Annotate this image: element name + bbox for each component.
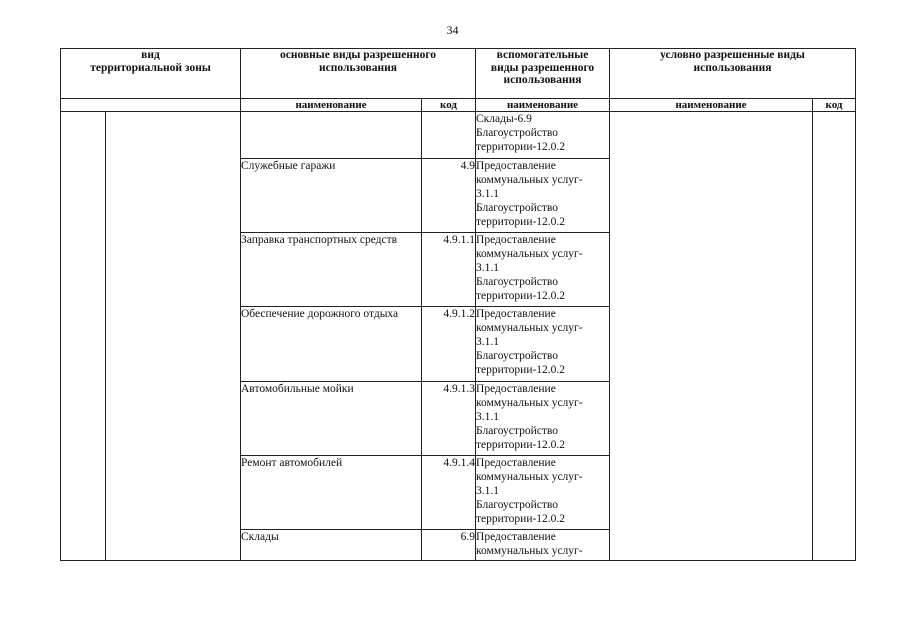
zone-type-cell	[106, 112, 241, 561]
aux-use-cell	[476, 382, 610, 456]
main-use-code: 4.9.1.1	[422, 233, 476, 307]
header-aux-uses-line-3: использования	[503, 74, 582, 86]
aux-use-line: территории-12.0.2	[476, 141, 566, 153]
aux-use-line: коммунальных услуг-	[476, 471, 583, 483]
aux-use-line: коммунальных услуг-	[476, 174, 583, 186]
aux-use-cell	[476, 307, 610, 382]
aux-use-cell	[476, 233, 610, 307]
aux-use-line: Благоустройство	[476, 127, 558, 139]
aux-use-line: Склады-6.9	[476, 113, 532, 125]
subheader-main-code: код	[422, 99, 476, 112]
subheader-conditional-name: наименование	[610, 99, 813, 112]
header-zone-type-line-1: вид	[141, 49, 160, 61]
main-use-name: Обеспечение дорожного отдыха	[241, 307, 422, 382]
aux-use-line: 3.1.1	[476, 336, 500, 348]
header-conditional-uses-line-2: использования	[693, 61, 772, 74]
subheader-aux-name: наименование	[476, 99, 610, 112]
aux-use-line: 3.1.1	[476, 411, 500, 423]
main-use-code	[422, 112, 476, 159]
main-use-name: Служебные гаражи	[241, 159, 422, 233]
header-aux-uses-line-1: вспомогательные	[496, 49, 589, 61]
aux-use-line: Предоставление	[476, 457, 556, 469]
main-use-code: 4.9.1.4	[422, 456, 476, 530]
aux-use-line: Предоставление	[476, 234, 556, 246]
header-main-uses	[241, 49, 476, 99]
land-use-table	[60, 48, 856, 561]
aux-use-line: 3.1.1	[476, 262, 500, 274]
main-use-code: 4.9.1.3	[422, 382, 476, 456]
header-main-uses-line-2: использования	[319, 61, 397, 74]
aux-use-line: Предоставление	[476, 160, 556, 172]
conditional-use-name-cell	[610, 112, 813, 561]
main-use-code: 4.9	[422, 159, 476, 233]
aux-use-line: Благоустройство	[476, 276, 558, 288]
subheader-main-name: наименование	[241, 99, 422, 112]
page-number: 34	[446, 23, 459, 37]
aux-use-line: коммунальных услуг-	[476, 397, 583, 409]
main-use-code: 6.9	[422, 530, 476, 561]
header-zone-type	[61, 49, 241, 99]
header-zone-type-line-2: территориальной зоны	[90, 61, 211, 74]
aux-use-line: Благоустройство	[476, 499, 558, 511]
main-use-code: 4.9.1.2	[422, 307, 476, 382]
aux-use-line: территории-12.0.2	[476, 513, 566, 525]
aux-use-line: Предоставление	[476, 531, 556, 543]
main-use-name: Склады	[241, 530, 422, 561]
zone-index-cell	[61, 112, 106, 561]
aux-use-line: коммунальных услуг-	[476, 545, 583, 557]
aux-use-line: территории-12.0.2	[476, 439, 566, 451]
subheader-conditional-code: код	[813, 99, 856, 112]
header-aux-uses	[476, 49, 610, 99]
aux-use-line: Благоустройство	[476, 202, 558, 214]
header-main-uses-line-1: основные виды разрешенного	[280, 49, 437, 61]
header-conditional-uses	[610, 49, 856, 99]
aux-use-line: Предоставление	[476, 383, 556, 395]
aux-use-line: территории-12.0.2	[476, 290, 566, 302]
subheader-empty	[61, 99, 241, 112]
aux-use-cell	[476, 112, 610, 159]
header-conditional-uses-line-1: условно разрешенные виды	[660, 49, 805, 61]
main-use-name: Заправка транспортных средств	[241, 233, 422, 307]
aux-use-cell	[476, 456, 610, 530]
conditional-use-code-cell	[813, 112, 856, 561]
aux-use-line: Предоставление	[476, 308, 556, 320]
aux-use-line: Благоустройство	[476, 350, 558, 362]
main-use-name: Ремонт автомобилей	[241, 456, 422, 530]
aux-use-line: Благоустройство	[476, 425, 558, 437]
main-use-name	[241, 112, 422, 159]
aux-use-line: территории-12.0.2	[476, 216, 566, 228]
aux-use-line: 3.1.1	[476, 188, 500, 200]
aux-use-cell	[476, 159, 610, 233]
aux-use-line: территории-12.0.2	[476, 364, 566, 376]
aux-use-line: 3.1.1	[476, 485, 500, 497]
aux-use-line: коммунальных услуг-	[476, 248, 583, 260]
aux-use-line: коммунальных услуг-	[476, 322, 583, 334]
header-aux-uses-line-2: виды разрешенного	[490, 61, 595, 74]
aux-use-cell	[476, 530, 610, 561]
main-use-name: Автомобильные мойки	[241, 382, 422, 456]
